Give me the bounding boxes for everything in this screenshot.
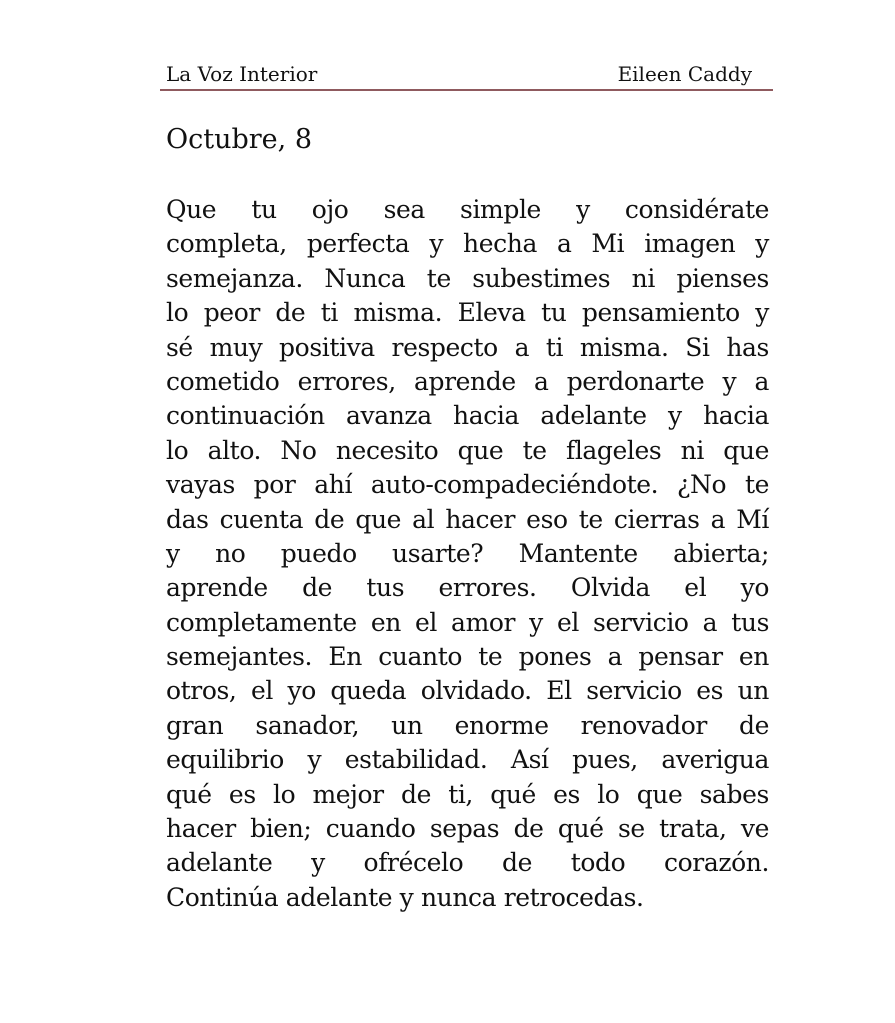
entry-body: [166, 193, 769, 915]
body-line: cometido errores, aprende a perdonarte y a: [166, 366, 769, 396]
entry-date: Octubre, 8: [166, 124, 313, 155]
running-header: [162, 60, 774, 90]
body-line: Que tu ojo sea simple y considérate: [166, 195, 769, 224]
body-line: Continúa adelante y nunca retrocedas.: [166, 882, 644, 912]
body-line: adelante y ofrécelo de todo corazón.: [166, 848, 769, 878]
body-line: vayas por ahí auto-compadeciéndote. ¿No te: [166, 470, 769, 500]
body-line: otros, el yo queda olvidado. El servicio es un: [166, 676, 769, 706]
body-line: sé muy positiva respecto a ti misma. Si has: [166, 332, 769, 362]
body-line: completa, perfecta y hecha a Mi imagen y: [166, 229, 769, 259]
body-line: gran sanador, un enorme renovador de: [166, 710, 769, 740]
body-line: equilibrio y estabilidad. Así pues, averigua: [166, 745, 769, 775]
body-line: completamente en el amor y el servicio a tus: [166, 607, 769, 637]
body-line: hacer bien; cuando sepas de qué se trata, ve: [166, 814, 769, 844]
body-line: semejantes. En cuanto te pones a pensar en: [166, 642, 769, 672]
body-line: y no puedo usarte? Mantente abierta;: [166, 538, 769, 568]
header-rule: [160, 89, 773, 91]
book-title: La Voz Interior: [166, 62, 318, 86]
body-line: semejanza. Nunca te subestimes ni pienses: [166, 263, 769, 293]
body-line: qué es lo mejor de ti, qué es lo que sabes: [166, 779, 769, 809]
body-line: lo peor de ti misma. Eleva tu pensamiento y: [166, 298, 769, 328]
body-line: das cuenta de que al hacer eso te cierras a Mí: [166, 504, 769, 534]
body-line: aprende de tus errores. Olvida el yo: [166, 573, 769, 603]
body-line: continuación avanza hacia adelante y hacia: [166, 401, 769, 431]
body-line: lo alto. No necesito que te flageles ni que: [166, 435, 769, 465]
author-name: Eileen Caddy: [617, 62, 752, 86]
